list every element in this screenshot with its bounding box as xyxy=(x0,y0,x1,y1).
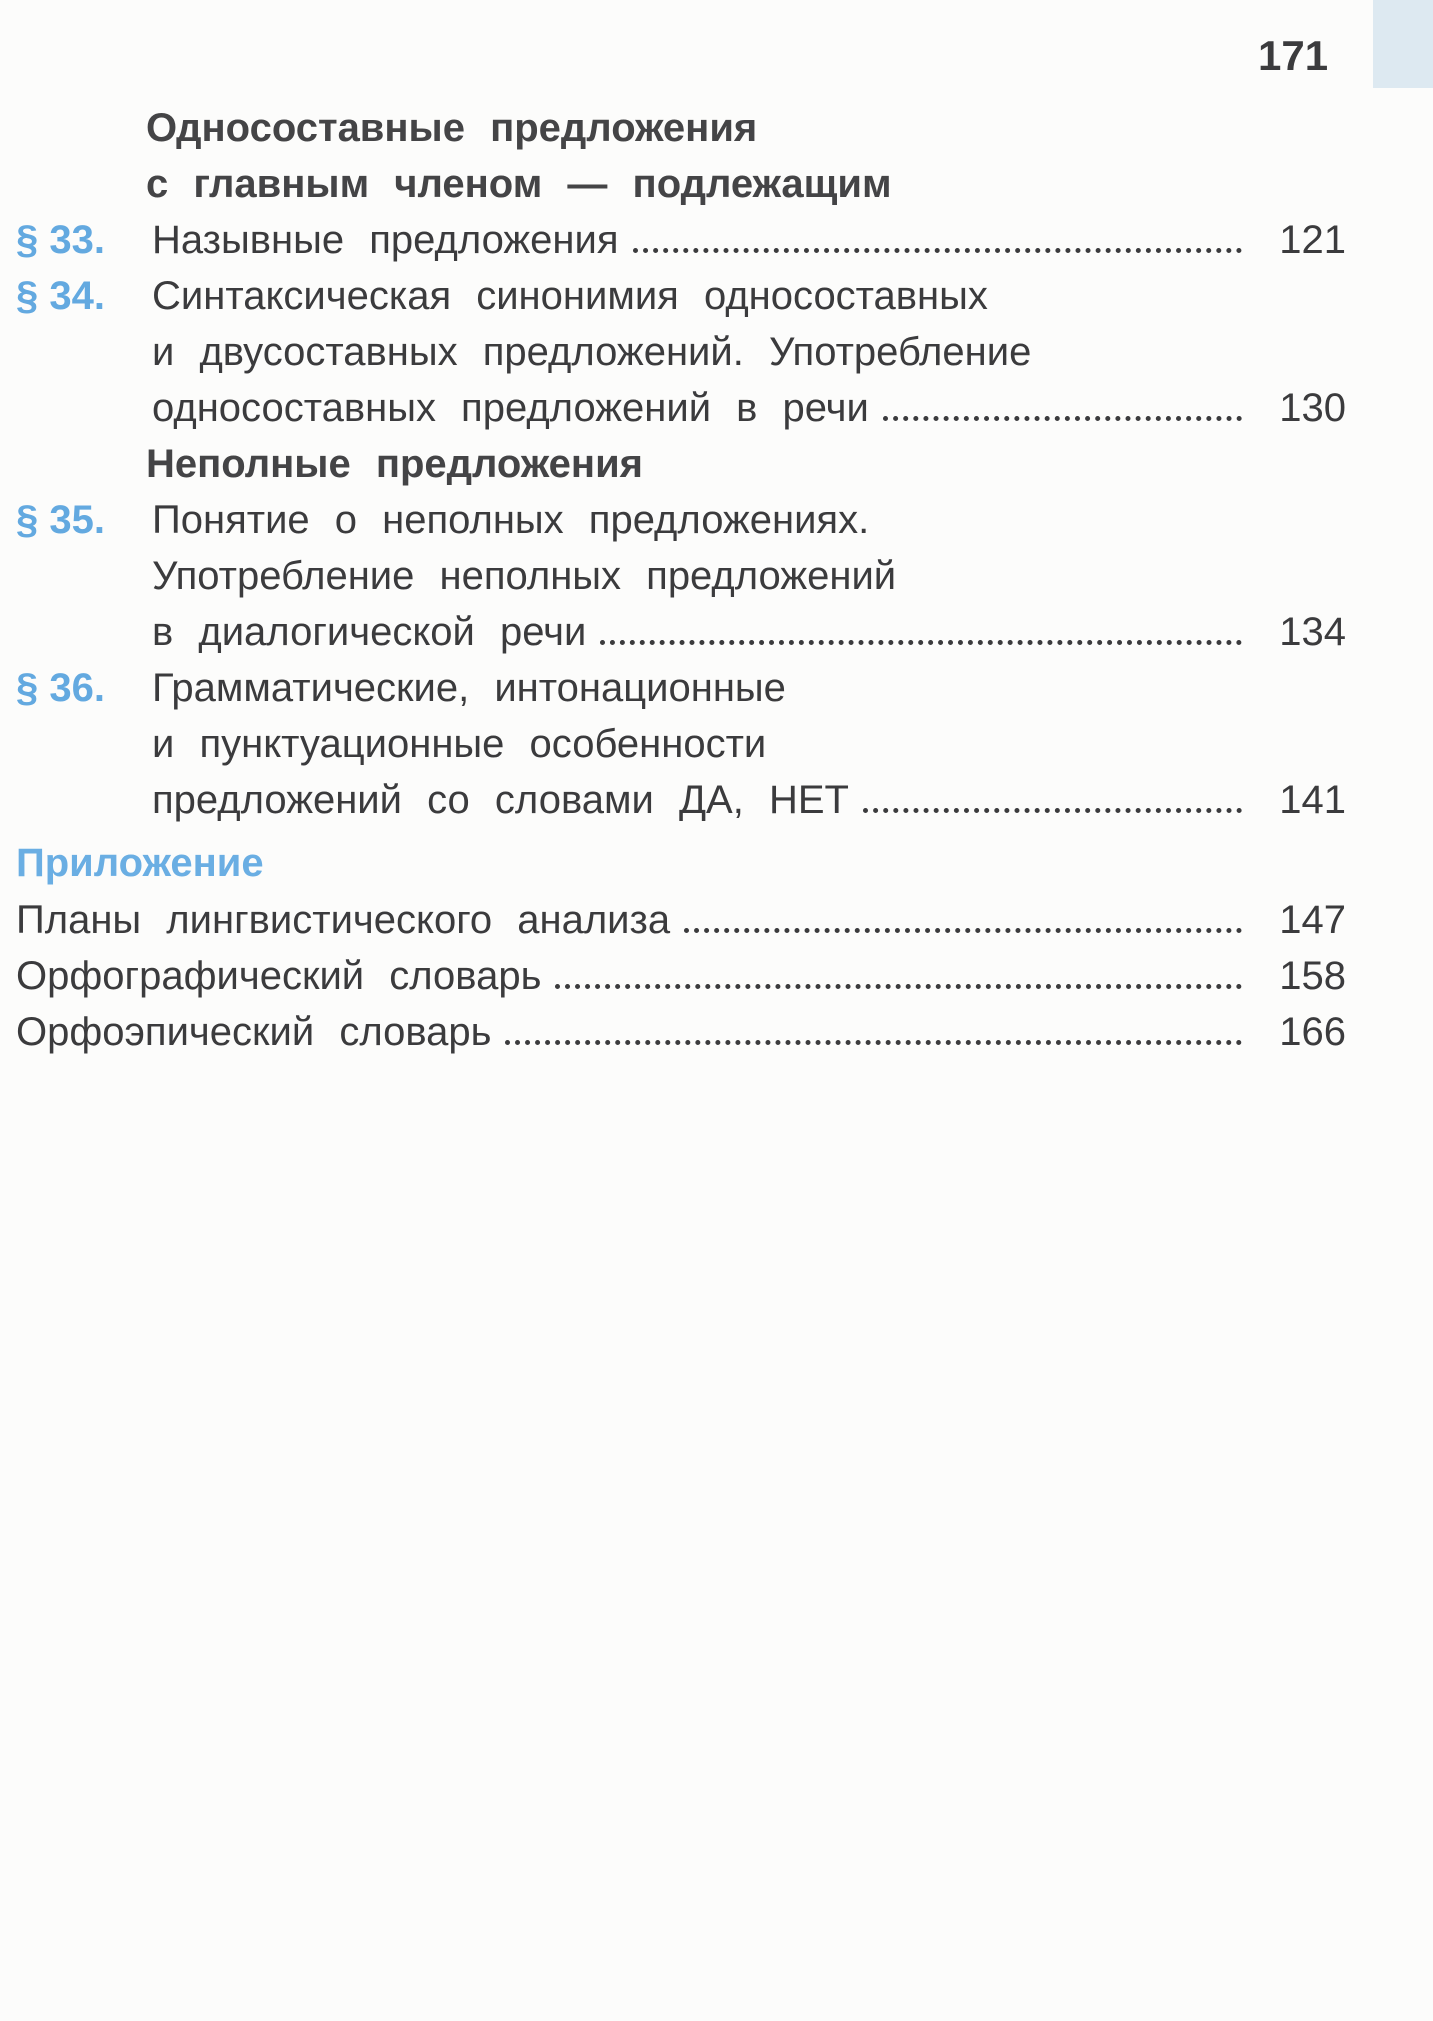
toc-entry-title-line: Грамматические, интонационные xyxy=(152,666,786,710)
page-number: 171 xyxy=(1258,32,1329,79)
dot-leader xyxy=(684,920,1242,933)
toc-entry-title: в диалогической речи xyxy=(152,610,587,654)
toc-entry-title-line: Понятие о неполных предложениях. xyxy=(152,498,870,542)
appendix-entry-title: Орфоэпический словарь xyxy=(16,1010,492,1054)
toc-entry-last-line xyxy=(152,380,1346,436)
table-of-contents xyxy=(16,100,1346,1060)
paragraph-number: § 36. xyxy=(16,666,105,710)
toc-entry-title-line: Употребление неполных предложений xyxy=(152,554,897,598)
toc-entry-last-line xyxy=(152,212,1346,268)
section-heading xyxy=(146,100,1346,212)
appendix-entry[interactable] xyxy=(16,948,1346,1004)
section-heading-line: с главным членом — подлежащим xyxy=(146,162,892,206)
dot-leader xyxy=(555,976,1242,989)
dot-leader xyxy=(883,408,1242,421)
toc-page-number: 134 xyxy=(1279,610,1346,654)
dot-leader xyxy=(505,1032,1242,1045)
toc-page-number: 158 xyxy=(1279,954,1346,998)
section-heading xyxy=(146,436,1346,492)
toc-page-number: 130 xyxy=(1279,386,1346,430)
toc-entry-title-line: Синтаксическая синонимия односоставных xyxy=(152,274,988,318)
paragraph-number: § 33. xyxy=(16,218,105,262)
toc-entry-36[interactable] xyxy=(16,660,1346,828)
toc-entry-title: предложений со словами ДА, НЕТ xyxy=(152,778,849,822)
toc-entry-34[interactable] xyxy=(16,268,1346,436)
toc-entry-last-line xyxy=(152,604,1346,660)
toc-entry-title-line: и двусоставных предложений. Употребление xyxy=(152,330,1032,374)
toc-entry-title: Назывные предложения xyxy=(152,218,619,262)
toc-page-number: 147 xyxy=(1279,898,1346,942)
dot-leader xyxy=(863,800,1242,813)
toc-entry-last-line xyxy=(152,772,1346,828)
appendix-title: Приложение xyxy=(16,841,264,885)
toc-page-number: 121 xyxy=(1279,218,1346,262)
section-heading-line: Неполные предложения xyxy=(146,442,644,486)
dot-leader xyxy=(600,632,1242,645)
toc-entry-title: односоставных предложений в речи xyxy=(152,386,869,430)
dot-leader xyxy=(633,240,1242,253)
corner-tab-decoration xyxy=(1373,0,1433,88)
appendix-entry[interactable] xyxy=(16,892,1346,948)
toc-entry-35[interactable] xyxy=(16,492,1346,660)
appendix-entry-title: Орфографический словарь xyxy=(16,954,542,998)
appendix-entry-title: Планы лингвистического анализа xyxy=(16,898,671,942)
toc-page-number: 141 xyxy=(1279,778,1346,822)
toc-entry-33[interactable] xyxy=(16,212,1346,268)
section-heading-line: Односоставные предложения xyxy=(146,106,758,150)
toc-page-number: 166 xyxy=(1279,1010,1346,1054)
appendix-entry[interactable] xyxy=(16,1004,1346,1060)
paragraph-number: § 34. xyxy=(16,274,105,318)
paragraph-number: § 35. xyxy=(16,498,105,542)
toc-entry-title-line: и пунктуационные особенности xyxy=(152,722,767,766)
